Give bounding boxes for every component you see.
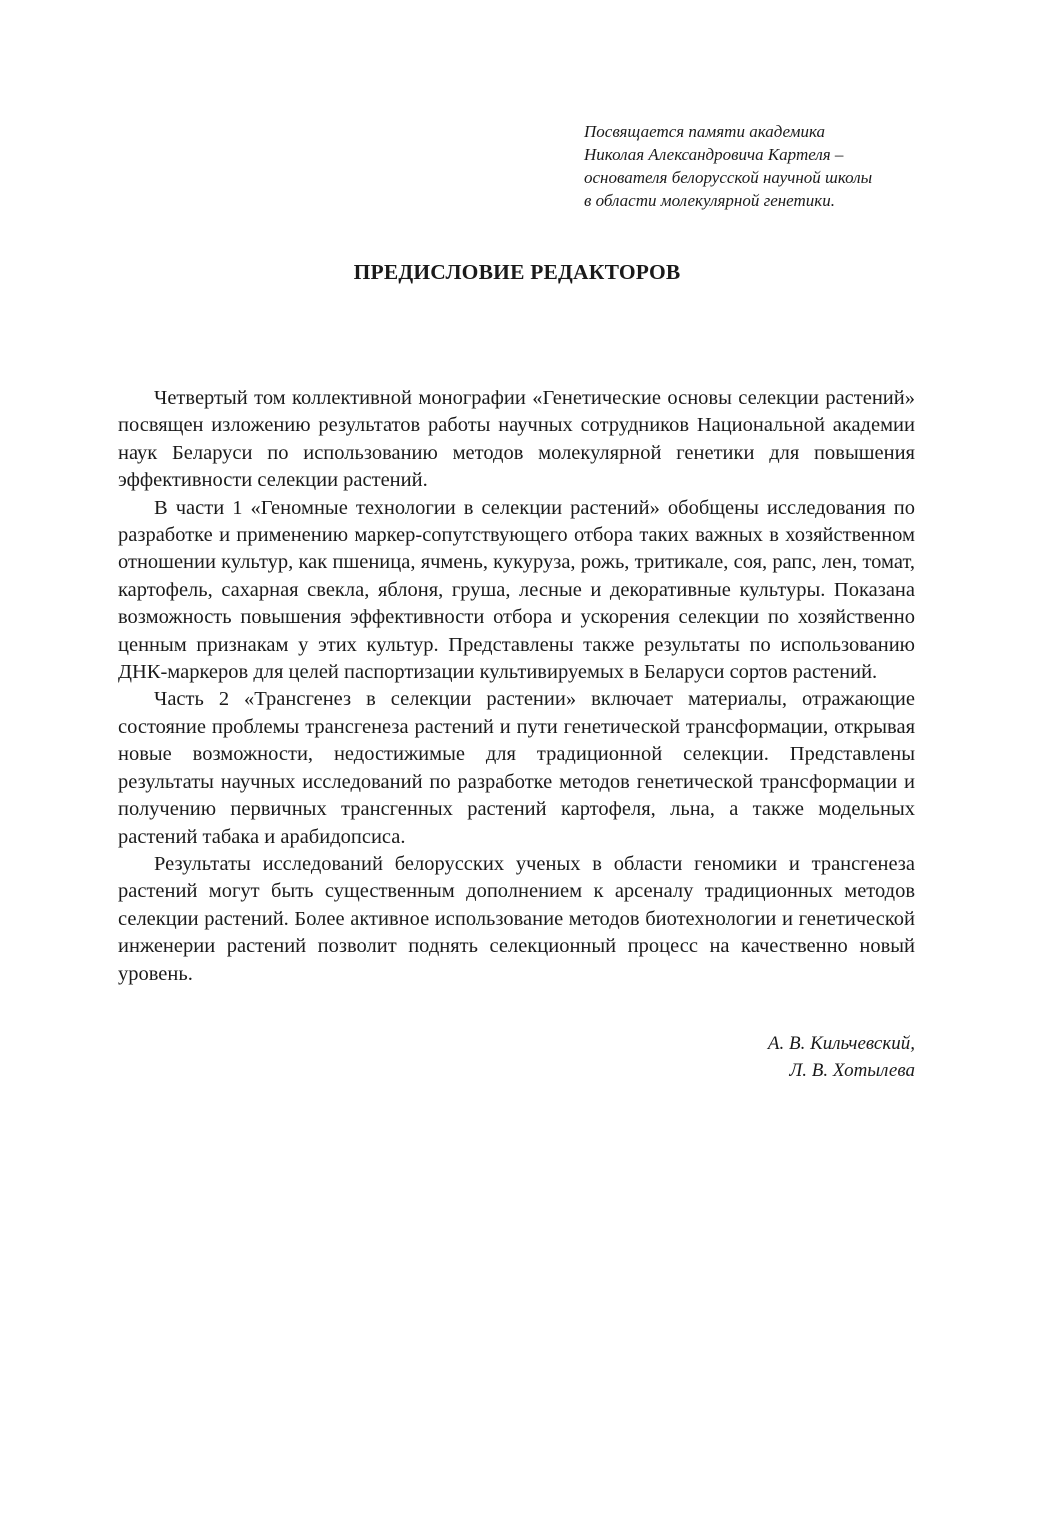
paragraph: Результаты исследований белорусских ученых в области геномики и трансгенеза растений могут быть существенным дополнением к арсеналу традиционных методов селекции растений. Более активное использование методов биотехнологии и генетической инженерии растений позволит поднять селекционный процесс на качественно новый уровень. xyxy=(118,852,915,985)
dedication-line: Посвящается памяти академика xyxy=(584,122,826,141)
preface-body xyxy=(118,385,915,988)
signature-author: Л. В. Хотылева xyxy=(789,1060,915,1081)
signatures xyxy=(600,1030,915,1084)
dedication xyxy=(584,120,944,212)
page-title: ПРЕДИСЛОВИЕ РЕДАКТОРОВ xyxy=(353,260,681,284)
paragraph: Часть 2 «Трансгенез в селекции растении» включает материалы, отражающие состояние проблемы трансгенеза растений и пути генетической трансформации, открывая новые возможности, недостижимые для традиционной селекции. Представлены результаты научных исследований по разработке методов генетической трансформации и получению первичных трансгенных растений картофеля, льна, а также модельных растений табака и арабидопсиса. xyxy=(118,688,915,848)
dedication-line: в области молекулярной генетики. xyxy=(584,191,835,210)
signature-author: А. В. Кильчевский, xyxy=(767,1033,915,1054)
paragraph: Четвертый том коллективной монографии «Генетические основы селекции растений» посвящен изложению результатов работы научных сотрудников Национальной академии наук Беларуси по использованию методов молекулярной генетики для повышения эффективности селекции растений. xyxy=(118,387,915,492)
dedication-line: Николая Александровича Картеля – xyxy=(584,145,844,164)
dedication-line: основателя белорусской научной школы xyxy=(584,168,873,187)
paragraph: В части 1 «Геномные технологии в селекции растений» обобщены исследования по разработке и применению маркер-сопутствующего отбора таких важных в хозяйственном отношении культур, как пшеница, ячмень, кукуруза, рожь, тритикале, соя, рапс, лен, томат, картофель, сахарная свекла, яблоня, груша, лесные и декоративные культуры. Показана возможность повышения эффективности отбора и ускорения селекции по хозяйственно ценным признакам у этих культур. Представлены также результаты по использованию ДНК-маркеров для целей паспортизации культивируемых в Беларуси сортов растений. xyxy=(118,496,915,684)
